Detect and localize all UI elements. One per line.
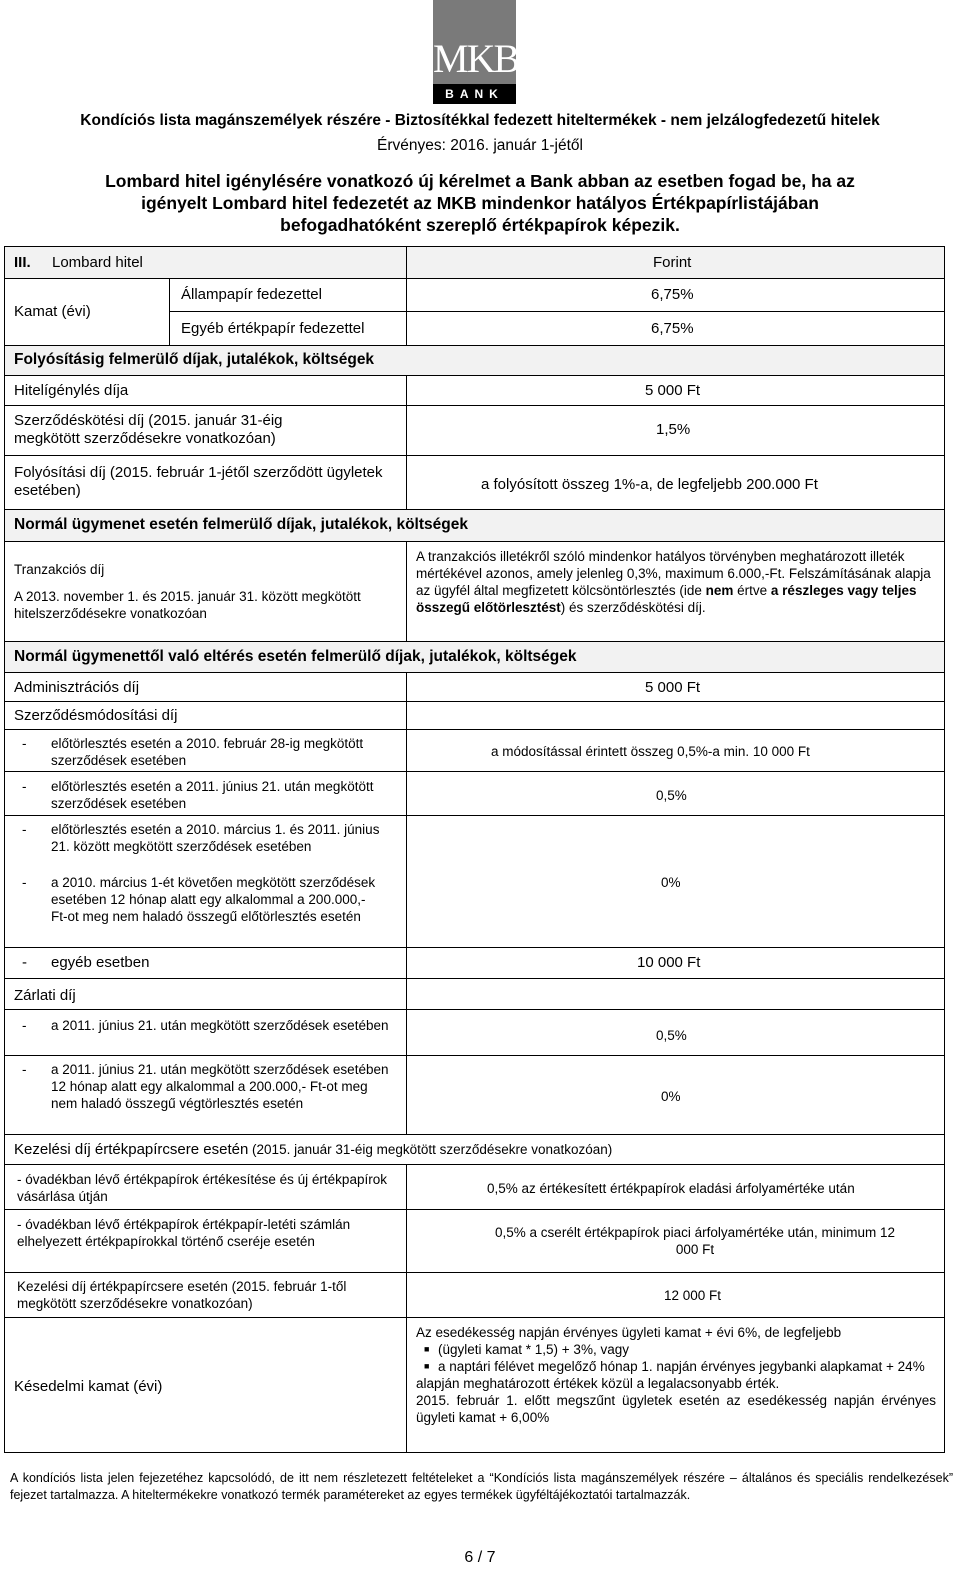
contract-fee-label: Szerződéskötési díj (2015. január 31-éig megkötött szerződésekre vonatkozóan) (14, 412, 283, 447)
modification-fee-row (5, 702, 944, 730)
transaction-fee-value (416, 548, 941, 616)
conditions-table (4, 246, 945, 1453)
collateral-sale-label: - óvadékban lévő értékpapírok értékesítése és új értékpapírok vásárlása útján (17, 1172, 387, 1204)
collateral-swap-row (5, 1210, 944, 1273)
disbursement-fees-heading-row (5, 346, 944, 376)
footer-note: A kondíciós lista jelen fejezetéhez kapcsolódó, de itt nem részletezett feltételeket a “Kondíciós lista magánszemélyek részére – általános és speciális rendelkezések” fejezet tartalmazza. A hiteltermékekre vonatkozó termék paramétereket az egyes termékek ügyféltájékoztatói tartalmazzák. (10, 1471, 953, 1502)
late-interest-options (422, 1341, 936, 1375)
disbursement-fee-value: a folyósított összeg 1%-a, de legfeljebb 200.000 Ft (481, 476, 818, 493)
handling-fee-2-row (5, 1273, 944, 1318)
prepayment-row-3 (5, 816, 944, 948)
closing-fee-row (5, 979, 944, 1010)
closing-fee-label: Zárlati díj (14, 987, 76, 1004)
dash: - (22, 954, 27, 971)
disbursement-fee-label: Folyósítási díj (2015. február 1-jétől szerződött ügyletek esetében) (14, 464, 383, 499)
handling-fee-heading-text: Kezelési díj értékpapírcsere esetén (14, 1141, 249, 1158)
transaction-fee-row (5, 542, 944, 642)
closing-2-value: 0% (661, 1089, 681, 1104)
prepayment-2-value: 0,5% (656, 788, 687, 803)
dash: - (22, 822, 27, 837)
late-interest-intro: Az esedékesség napján érvényes ügyleti kamat + évi 6%, de legfeljebb (416, 1325, 842, 1340)
dash: - (22, 736, 27, 751)
contract-fee-value: 1,5% (656, 421, 691, 438)
lombard-note-text: Lombard hitel igénylésére vonatkozó új kérelmet a Bank abban az esetben fogad be, ha az igényelt Lombard hitel fedezetét az MKB mindenkor hatályos Értékpapírlistájában befogadhatóként szereplő értékpapírok képezik. (105, 171, 855, 235)
transaction-fee-text-3: ) és szerződéskötési díj. (560, 600, 706, 615)
logo-band-text: BANK (433, 84, 516, 104)
transaction-fee-scope: A 2013. november 1. és 2015. január 31. között megkötött hitelszerződésekre vonatkozóan (14, 589, 361, 621)
closing-1-value: 0,5% (656, 1028, 687, 1043)
closing-row-1 (5, 1010, 944, 1056)
dash: - (22, 1062, 27, 1077)
logo-text: MKB (433, 36, 519, 81)
transaction-fee-label: Tranzakciós díj (14, 562, 105, 577)
transaction-fee-text-1: A tranzakciós illetékről szóló mindenkor hatályos törvényben meghatározott illeték mértékével azonos, amely jelenleg 0,3%, maximum 6.000,-Ft. Felszámításának alapja az ügyfél által megfizetett kölcsöntörlesztés (ide (416, 549, 931, 598)
handling-fee-heading-row (5, 1135, 944, 1165)
prepayment-1-label: előtörlesztés esetén a 2010. február 28-ig megkötött szerződések esetében (51, 736, 364, 768)
other-securities-label: Egyéb értékpapír fedezettel (181, 320, 365, 337)
prepayment-4-label: a 2010. március 1-ét követően megkötött szerződések esetében 12 hónap alatt egy alkalommal a 200.000,- Ft-ot meg nem haladó összegű előtörlesztés esetén (51, 875, 376, 924)
late-interest-option-2: ■ a naptári félévet megelőző hónap 1. napján érvényes jegybanki alapkamat + 24% (422, 1358, 936, 1375)
transaction-fee-bold-1: nem (705, 583, 734, 598)
prepayment-1-value: a módosítással érintett összeg 0,5%-a min. 10 000 Ft (491, 744, 810, 759)
dash: - (22, 875, 27, 890)
disbursement-fees-heading: Folyósításig felmerülő díjak, jutalékok, költségek (14, 351, 375, 368)
dash: - (22, 1018, 27, 1033)
mkb-logo (433, 0, 519, 104)
normal-process-heading: Normál ügymenet esetén felmerülő díjak, jutalékok, költségek (14, 516, 468, 533)
late-interest-last: 2015. február 1. előtt megszűnt ügyletek esetén az esedékesség napján érvényes ügyleti kamat + 6,00% (416, 1393, 936, 1425)
application-fee-row (5, 376, 944, 406)
collateral-sale-value: 0,5% az értékesített értékpapírok eladási árfolyamértéke után (487, 1181, 855, 1196)
section-header-row (5, 247, 944, 279)
interest-row (5, 279, 944, 346)
closing-row-2 (5, 1056, 944, 1135)
late-interest-option-1: ■ (ügyleti kamat * 1,5) + 3%, vagy (422, 1341, 936, 1358)
prepayment-3-label: előtörlesztés esetén a 2010. március 1. és 2011. június 21. között megkötött szerződések esetében (51, 822, 380, 854)
prepayment-3-value: 0% (661, 875, 681, 890)
state-bond-rate: 6,75% (651, 286, 694, 303)
interest-label: Kamat (évi) (14, 303, 91, 320)
valid-from: Érvényes: 2016. január 1-jétől (377, 137, 583, 154)
handling-fee-2-value: 12 000 Ft (664, 1288, 722, 1303)
other-case-value: 10 000 Ft (637, 954, 701, 971)
late-interest-value (416, 1324, 936, 1426)
closing-1-label: a 2011. június 21. után megkötött szerződések esetében (51, 1018, 389, 1033)
transaction-fee-text-2: értve (733, 583, 771, 598)
other-securities-rate: 6,75% (651, 320, 694, 337)
section-title: Lombard hitel (52, 254, 143, 271)
section-number: III. (14, 254, 31, 271)
handling-fee-2-label: Kezelési díj értékpapírcsere esetén (2015. február 1-től megkötött szerződésekre vonatkozóan) (17, 1279, 347, 1311)
handling-fee-heading (14, 1141, 612, 1159)
disbursement-fee-row (5, 456, 944, 510)
collateral-swap-label: - óvadékban lévő értékpapírok értékpapír-letéti számlán elhelyezett értékpapírokkal történő cseréje esetén (17, 1217, 351, 1249)
late-interest-after: alapján meghatározott értékek közül a legalacsonyabb érték. (416, 1376, 780, 1391)
deviation-heading: Normál ügymenettől való eltérés esetén felmerülő díjak, jutalékok, költségek (14, 648, 577, 665)
modification-fee-label: Szerződésmódosítási díj (14, 707, 178, 724)
currency-label: Forint (653, 254, 692, 271)
admin-fee-label: Adminisztrációs díj (14, 679, 140, 696)
closing-2-label: a 2011. június 21. után megkötött szerződések esetében 12 hónap alatt egy alkalommal a 200.000,- Ft-ot meg nem haladó összegű végtörlesztés esetén (51, 1062, 389, 1111)
page-number: 6 / 7 (464, 1549, 496, 1566)
prepayment-row-2 (5, 772, 944, 816)
late-interest-label: Késedelmi kamat (évi) (14, 1378, 163, 1395)
handling-fee-heading-scope: (2015. január 31-éig megkötött szerződésekre vonatkozóan) (248, 1142, 613, 1157)
deviation-heading-row (5, 642, 944, 673)
admin-fee-row (5, 673, 944, 702)
state-bond-label: Állampapír fedezettel (181, 286, 322, 303)
dash: - (22, 779, 27, 794)
prepayment-2-label: előtörlesztés esetén a 2011. június 21. után megkötött szerződések esetében (51, 779, 374, 811)
contract-fee-row (5, 406, 944, 456)
application-fee-label: Hitelígénylés díja (14, 382, 129, 399)
admin-fee-value: 5 000 Ft (645, 679, 701, 696)
lombard-note (0, 170, 960, 236)
other-case-row (5, 948, 944, 979)
normal-process-heading-row (5, 510, 944, 542)
document-title: Kondíciós lista magánszemélyek részére - Biztosítékkal fedezett hiteltermékek - nem jelzálogfedezetű hitelek (80, 112, 880, 129)
collateral-swap-value: 0,5% a cserélt értékpapírok piaci árfolyamértéke után, minimum 12 000 Ft (495, 1225, 895, 1257)
collateral-sale-row (5, 1165, 944, 1210)
other-case-label: egyéb esetben (51, 954, 150, 971)
transaction-fee-bold-2: a részleges vagy teljes összegű előtörlesztést (416, 583, 917, 615)
late-interest-row (5, 1318, 944, 1453)
application-fee-value: 5 000 Ft (645, 382, 701, 399)
prepayment-row-1 (5, 730, 944, 772)
